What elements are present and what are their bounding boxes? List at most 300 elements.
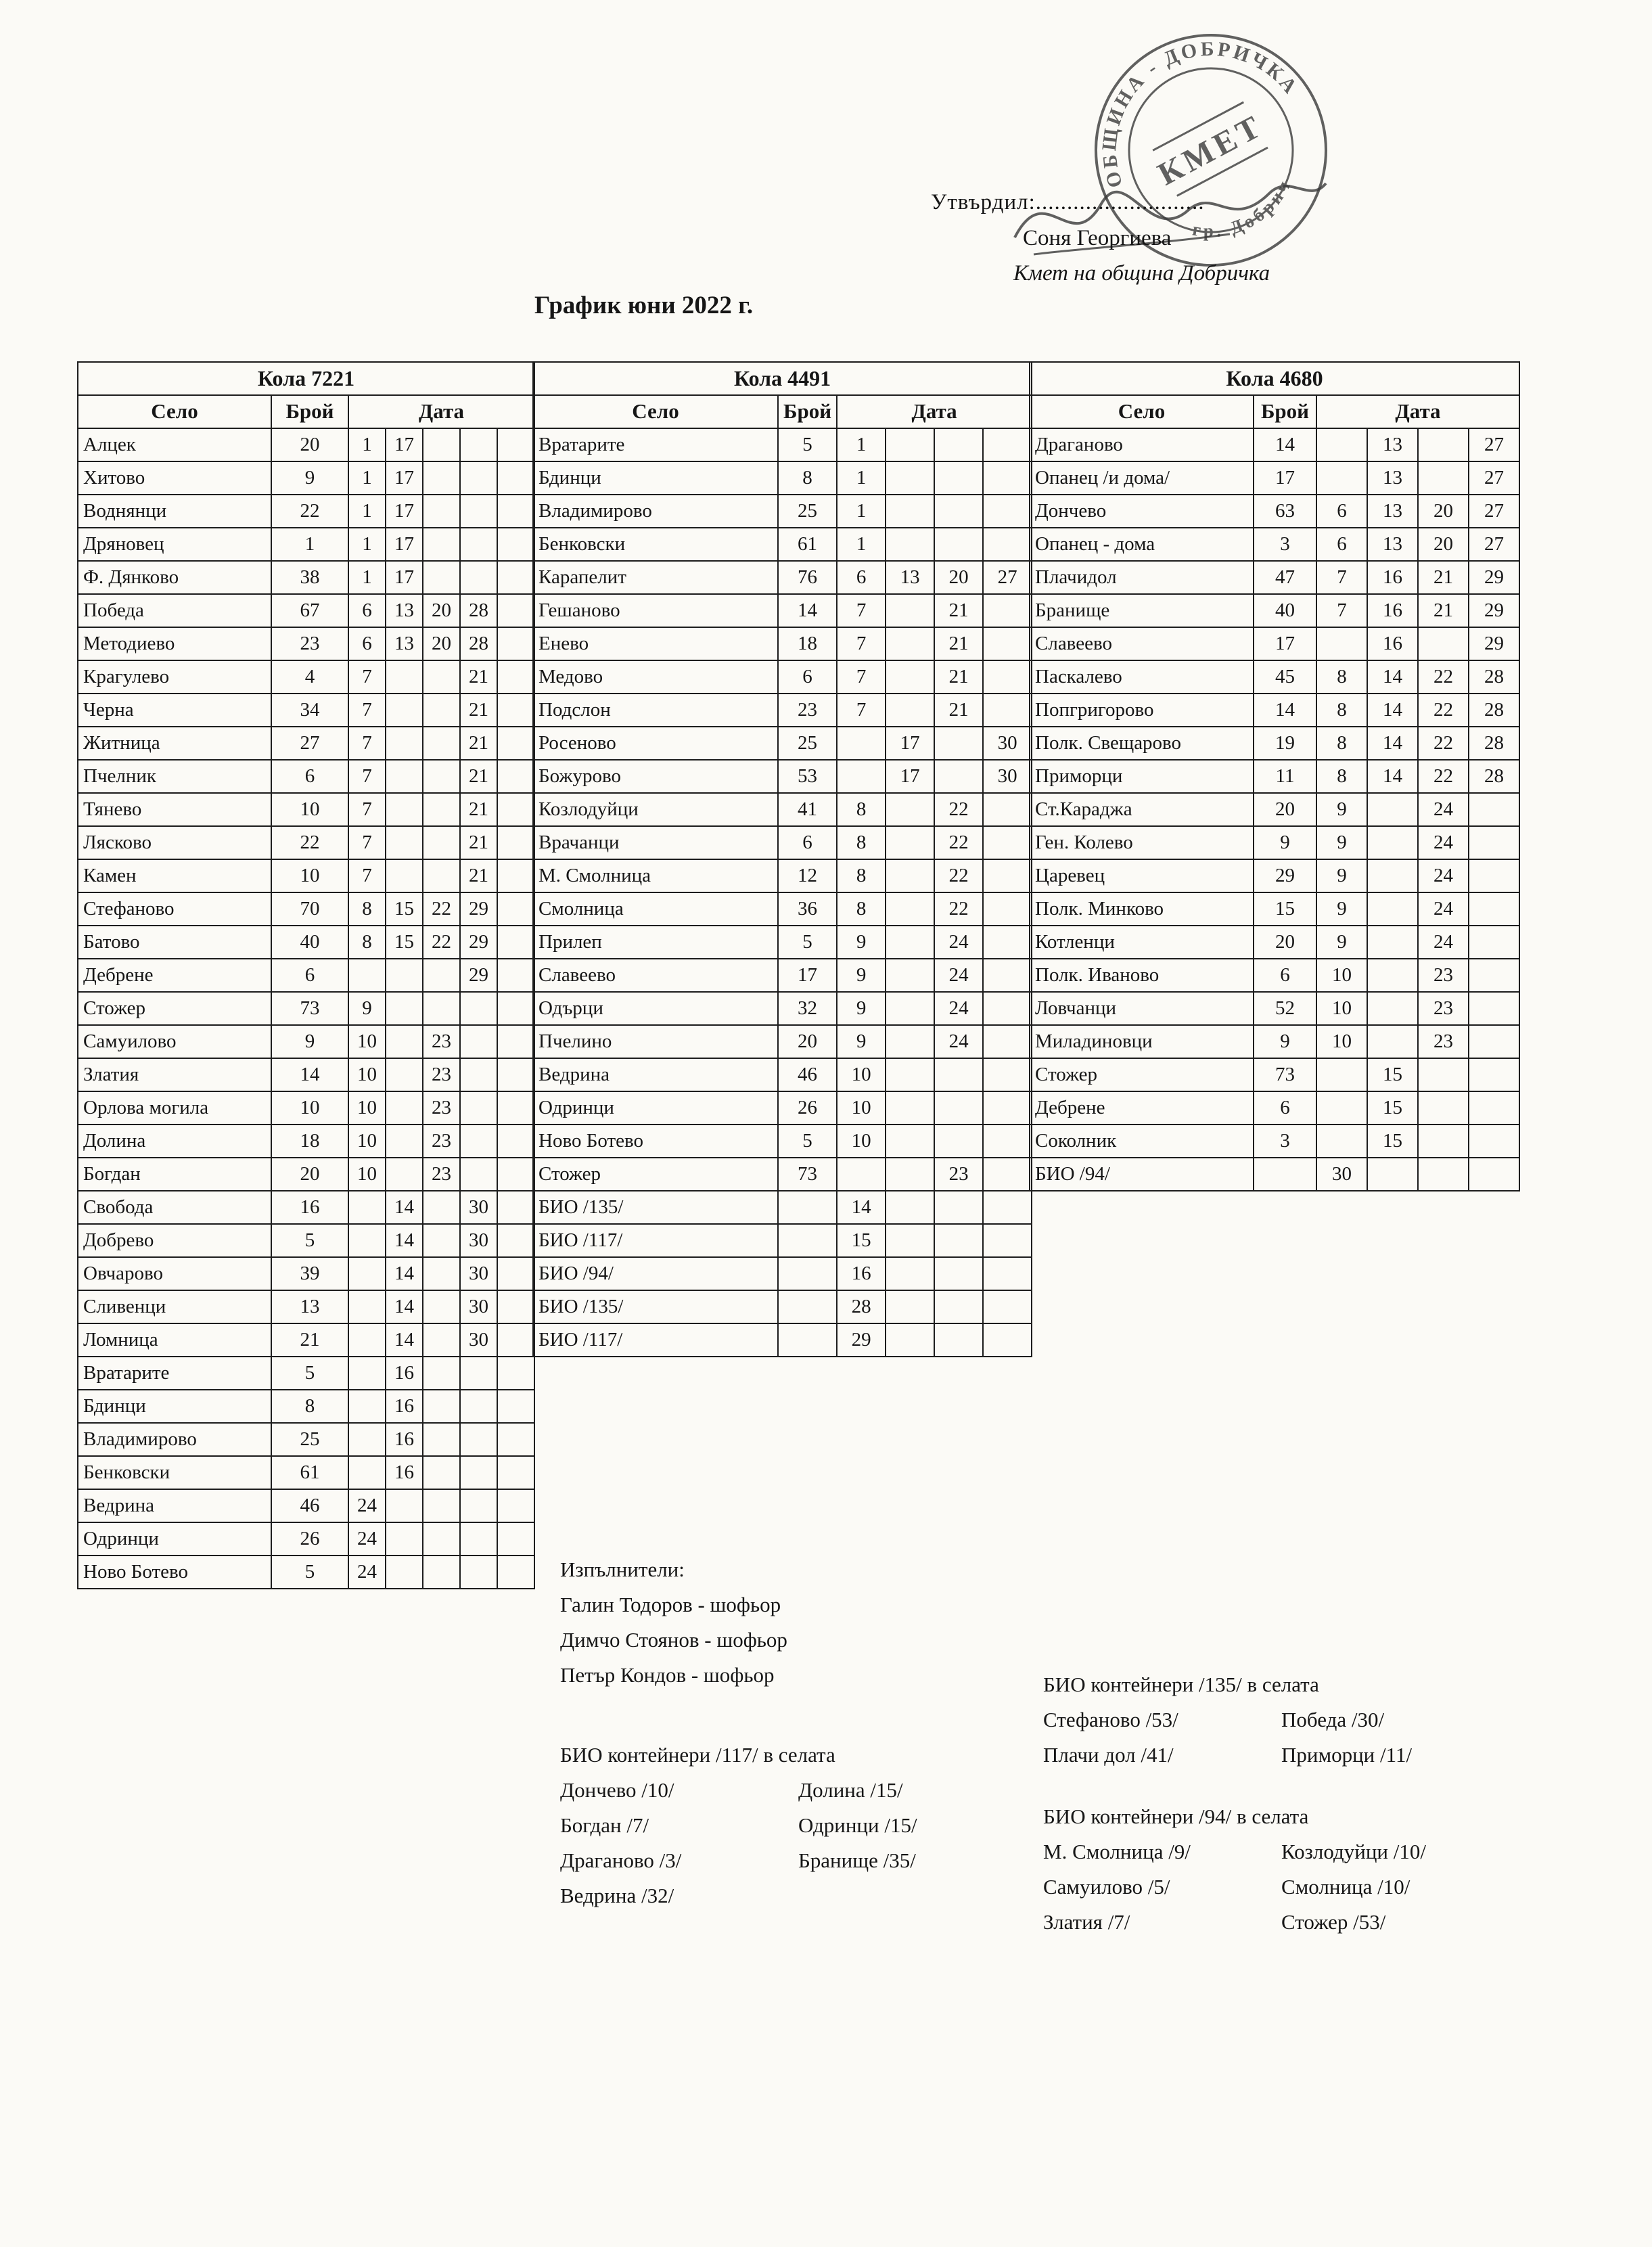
date-cell	[497, 561, 534, 594]
date-cell: 8	[348, 892, 386, 926]
date-cell	[1469, 892, 1519, 926]
date-cell	[934, 1224, 983, 1257]
village-cell: Одърци	[533, 992, 778, 1025]
count-cell: 34	[271, 694, 348, 727]
date-cell	[460, 1058, 497, 1091]
date-cell: 16	[1367, 561, 1418, 594]
date-cell	[423, 859, 460, 892]
table-row	[533, 992, 1032, 1025]
date-cell	[497, 1058, 534, 1091]
date-cell: 1	[837, 528, 886, 561]
village-cell: БИО /94/	[1030, 1158, 1254, 1191]
village-cell: Царевец	[1030, 859, 1254, 892]
date-cell: 28	[1469, 660, 1519, 694]
table-row	[78, 1423, 534, 1456]
village-cell: Сливенци	[78, 1290, 271, 1323]
village-cell: Попгригорово	[1030, 694, 1254, 727]
bio-item: Богдан /7/	[560, 1813, 649, 1837]
executors-title: Изпълнители:	[560, 1558, 685, 1581]
count-cell: 14	[1254, 428, 1316, 461]
date-cell: 27	[1469, 428, 1519, 461]
village-cell: Смолница	[533, 892, 778, 926]
date-cell	[1469, 859, 1519, 892]
date-cell: 21	[934, 660, 983, 694]
village-cell: Бранище	[1030, 594, 1254, 627]
count-cell: 14	[1254, 694, 1316, 727]
date-cell: 17	[386, 495, 423, 528]
count-cell: 23	[778, 694, 837, 727]
date-cell	[1469, 1125, 1519, 1158]
date-cell	[983, 826, 1032, 859]
count-cell: 39	[271, 1257, 348, 1290]
date-cell	[423, 1224, 460, 1257]
date-cell: 23	[423, 1158, 460, 1191]
col-header-count: Брой	[271, 395, 348, 428]
village-cell: Воднянци	[78, 495, 271, 528]
date-cell	[983, 992, 1032, 1025]
village-cell: Одринци	[533, 1091, 778, 1125]
bio-row	[1043, 1869, 1426, 1905]
date-cell	[348, 959, 386, 992]
count-cell: 17	[778, 959, 837, 992]
date-cell	[886, 926, 934, 959]
village-cell: Златия	[78, 1058, 271, 1091]
date-cell	[1469, 826, 1519, 859]
date-cell	[460, 1556, 497, 1589]
count-cell	[778, 1323, 837, 1357]
date-cell	[460, 992, 497, 1025]
date-cell: 9	[837, 926, 886, 959]
date-cell: 15	[1367, 1058, 1418, 1091]
village-cell: Тянево	[78, 793, 271, 826]
date-cell	[497, 1158, 534, 1191]
table-row	[533, 1290, 1032, 1323]
village-cell: Плачидол	[1030, 561, 1254, 594]
date-cell	[886, 1257, 934, 1290]
date-cell: 30	[460, 1257, 497, 1290]
table-row	[78, 826, 534, 859]
date-cell	[886, 793, 934, 826]
date-cell: 13	[1367, 495, 1418, 528]
bio-section-title: БИО контейнери /117/ в селата	[560, 1743, 835, 1767]
village-cell: Паскалево	[1030, 660, 1254, 694]
table-row	[78, 1489, 534, 1522]
date-cell: 15	[386, 892, 423, 926]
bio-row	[1043, 1702, 1412, 1738]
count-cell: 22	[271, 495, 348, 528]
date-cell: 16	[386, 1357, 423, 1390]
date-cell	[1367, 1158, 1418, 1191]
table-title: Кола 4680	[1030, 362, 1519, 395]
date-cell	[497, 594, 534, 627]
count-cell: 11	[1254, 760, 1316, 793]
date-cell: 22	[1418, 727, 1469, 760]
table-row	[533, 892, 1032, 926]
table-row	[78, 1556, 534, 1589]
count-cell: 5	[778, 1125, 837, 1158]
date-cell	[934, 1257, 983, 1290]
date-cell: 8	[837, 859, 886, 892]
executors-block	[560, 1552, 787, 1693]
table-row	[78, 428, 534, 461]
count-cell: 18	[778, 627, 837, 660]
table-row	[533, 428, 1032, 461]
date-cell	[983, 892, 1032, 926]
executor-name: Димчо Стоянов - шофьор	[560, 1628, 787, 1652]
village-cell: Подслон	[533, 694, 778, 727]
table-row	[1030, 926, 1519, 959]
date-cell: 22	[1418, 694, 1469, 727]
date-cell	[1316, 627, 1367, 660]
date-cell: 24	[1418, 793, 1469, 826]
date-cell: 24	[1418, 892, 1469, 926]
table-row	[533, 926, 1032, 959]
village-cell: Стожер	[78, 992, 271, 1025]
table-row	[78, 1091, 534, 1125]
date-cell	[983, 428, 1032, 461]
date-cell: 7	[837, 694, 886, 727]
bio-item: Смолница /10/	[1281, 1875, 1410, 1899]
date-cell: 28	[837, 1290, 886, 1323]
date-cell: 28	[460, 627, 497, 660]
date-cell: 23	[1418, 992, 1469, 1025]
date-cell	[423, 528, 460, 561]
table-title: Кола 7221	[78, 362, 534, 395]
date-cell	[386, 826, 423, 859]
table-row	[78, 594, 534, 627]
date-cell	[423, 1290, 460, 1323]
date-cell: 14	[1367, 694, 1418, 727]
table-row	[78, 727, 534, 760]
table-row	[533, 859, 1032, 892]
date-cell	[886, 428, 934, 461]
count-cell: 8	[778, 461, 837, 495]
date-cell: 28	[1469, 694, 1519, 727]
village-cell: Свобода	[78, 1191, 271, 1224]
village-cell: Карапелит	[533, 561, 778, 594]
table-row	[1030, 892, 1519, 926]
date-cell: 7	[1316, 561, 1367, 594]
village-cell: Опанец /и дома/	[1030, 461, 1254, 495]
date-cell: 23	[423, 1058, 460, 1091]
table-row	[533, 1125, 1032, 1158]
table-row	[533, 1191, 1032, 1224]
date-cell	[886, 992, 934, 1025]
date-cell: 29	[460, 959, 497, 992]
date-cell: 17	[386, 561, 423, 594]
count-cell: 20	[1254, 926, 1316, 959]
count-cell: 36	[778, 892, 837, 926]
table-row	[78, 1522, 534, 1556]
village-cell: Бенковски	[78, 1456, 271, 1489]
count-cell: 61	[778, 528, 837, 561]
date-cell: 17	[886, 727, 934, 760]
village-cell: Бенковски	[533, 528, 778, 561]
village-cell: Бдинци	[78, 1390, 271, 1423]
village-cell: Владимирово	[533, 495, 778, 528]
village-cell: Врачанци	[533, 826, 778, 859]
date-cell	[886, 859, 934, 892]
count-cell: 40	[271, 926, 348, 959]
date-cell: 22	[1418, 760, 1469, 793]
date-cell	[348, 1191, 386, 1224]
date-cell	[1469, 793, 1519, 826]
count-cell: 14	[778, 594, 837, 627]
schedule-table-1	[77, 361, 535, 1589]
table-row	[533, 561, 1032, 594]
village-cell: Ловчанци	[1030, 992, 1254, 1025]
count-cell: 29	[1254, 859, 1316, 892]
date-cell: 30	[460, 1323, 497, 1357]
date-cell	[1418, 1158, 1469, 1191]
count-cell: 23	[271, 627, 348, 660]
bio-item: Самуилово /5/	[1043, 1875, 1170, 1899]
date-cell	[348, 1456, 386, 1489]
village-cell: Стожер	[1030, 1058, 1254, 1091]
bio-item: Златия /7/	[1043, 1910, 1130, 1934]
date-cell: 1	[348, 461, 386, 495]
col-header-village: Село	[78, 395, 271, 428]
date-cell	[1367, 926, 1418, 959]
count-cell: 6	[778, 660, 837, 694]
count-cell: 61	[271, 1456, 348, 1489]
count-cell: 1	[271, 528, 348, 561]
date-cell: 10	[348, 1091, 386, 1125]
date-cell	[460, 528, 497, 561]
date-cell: 30	[983, 760, 1032, 793]
date-cell	[423, 1489, 460, 1522]
table-row	[533, 660, 1032, 694]
date-cell: 29	[837, 1323, 886, 1357]
date-cell	[460, 1357, 497, 1390]
date-cell: 7	[348, 760, 386, 793]
executor-name: Галин Тодоров - шофьор	[560, 1593, 781, 1616]
village-cell: Славеево	[1030, 627, 1254, 660]
date-cell	[423, 461, 460, 495]
date-cell: 9	[1316, 793, 1367, 826]
date-cell	[497, 1456, 534, 1489]
date-cell: 24	[348, 1489, 386, 1522]
date-cell: 21	[460, 760, 497, 793]
table-row	[78, 892, 534, 926]
date-cell	[497, 793, 534, 826]
date-cell	[497, 859, 534, 892]
date-cell	[983, 1191, 1032, 1224]
village-cell: Богдан	[78, 1158, 271, 1191]
count-cell: 63	[1254, 495, 1316, 528]
village-cell: Ведрина	[78, 1489, 271, 1522]
date-cell	[1418, 1125, 1469, 1158]
count-cell: 26	[271, 1522, 348, 1556]
date-cell	[386, 1025, 423, 1058]
date-cell	[983, 1125, 1032, 1158]
date-cell: 29	[460, 892, 497, 926]
date-cell: 10	[1316, 992, 1367, 1025]
date-cell: 14	[386, 1257, 423, 1290]
date-cell: 13	[1367, 428, 1418, 461]
executor-name: Петър Кондов - шофьор	[560, 1663, 775, 1687]
count-cell: 73	[1254, 1058, 1316, 1091]
count-cell: 21	[271, 1323, 348, 1357]
date-cell	[1367, 959, 1418, 992]
village-cell: Дряновец	[78, 528, 271, 561]
table-row	[1030, 561, 1519, 594]
village-cell: Дончево	[1030, 495, 1254, 528]
date-cell	[497, 627, 534, 660]
date-cell	[423, 495, 460, 528]
date-cell: 8	[348, 926, 386, 959]
date-cell	[386, 660, 423, 694]
stamp-center-text: КМЕТ	[1152, 107, 1270, 193]
date-cell	[423, 793, 460, 826]
table-row	[533, 1025, 1032, 1058]
count-cell: 9	[1254, 1025, 1316, 1058]
date-cell	[423, 660, 460, 694]
date-cell: 14	[1367, 727, 1418, 760]
table-row	[1030, 495, 1519, 528]
village-cell: Гешаново	[533, 594, 778, 627]
table-row	[533, 495, 1032, 528]
date-cell: 1	[348, 495, 386, 528]
bio-section	[1043, 1667, 1412, 1773]
date-cell: 30	[983, 727, 1032, 760]
count-cell: 10	[271, 1091, 348, 1125]
count-cell: 22	[271, 826, 348, 859]
date-cell	[886, 594, 934, 627]
bio-item: М. Смолница /9/	[1043, 1840, 1191, 1863]
date-cell: 27	[1469, 461, 1519, 495]
date-cell	[497, 495, 534, 528]
table-row	[78, 760, 534, 793]
count-cell: 67	[271, 594, 348, 627]
count-cell: 46	[271, 1489, 348, 1522]
count-cell: 6	[778, 826, 837, 859]
date-cell	[886, 1091, 934, 1125]
date-cell	[1418, 428, 1469, 461]
date-cell: 22	[934, 793, 983, 826]
count-cell: 13	[271, 1290, 348, 1323]
date-cell	[886, 1125, 934, 1158]
date-cell: 14	[386, 1224, 423, 1257]
bio-row	[560, 1878, 917, 1913]
table-row	[1030, 760, 1519, 793]
date-cell	[386, 1489, 423, 1522]
date-cell: 29	[1469, 627, 1519, 660]
bio-section-title: БИО контейнери /135/ в селата	[1043, 1673, 1319, 1696]
date-cell: 10	[837, 1125, 886, 1158]
date-cell	[423, 1191, 460, 1224]
count-cell: 17	[1254, 461, 1316, 495]
count-cell: 5	[271, 1357, 348, 1390]
date-cell: 16	[386, 1390, 423, 1423]
date-cell: 16	[386, 1423, 423, 1456]
village-cell: БИО /135/	[533, 1290, 778, 1323]
date-cell: 22	[423, 926, 460, 959]
table-row	[533, 1257, 1032, 1290]
date-cell	[386, 760, 423, 793]
table-row	[1030, 859, 1519, 892]
date-cell: 7	[348, 694, 386, 727]
date-cell	[1469, 1058, 1519, 1091]
date-cell	[1367, 793, 1418, 826]
date-cell: 30	[460, 1224, 497, 1257]
date-cell: 22	[934, 892, 983, 926]
table-row	[78, 528, 534, 561]
date-cell: 1	[837, 428, 886, 461]
date-cell	[1469, 1091, 1519, 1125]
bio-row	[560, 1773, 917, 1808]
date-cell: 23	[1418, 959, 1469, 992]
date-cell	[497, 892, 534, 926]
village-cell: Самуилово	[78, 1025, 271, 1058]
date-cell	[983, 461, 1032, 495]
date-cell	[983, 1224, 1032, 1257]
date-cell: 6	[1316, 495, 1367, 528]
date-cell: 20	[934, 561, 983, 594]
schedule-table-3	[1029, 361, 1520, 1191]
count-cell: 15	[1254, 892, 1316, 926]
date-cell	[934, 1290, 983, 1323]
signer-name: Соня Георгиева	[1023, 226, 1172, 250]
date-cell: 7	[837, 594, 886, 627]
village-cell: Приморци	[1030, 760, 1254, 793]
bio-section	[1043, 1799, 1426, 1940]
date-cell: 15	[1367, 1125, 1418, 1158]
date-cell	[423, 760, 460, 793]
date-cell	[983, 694, 1032, 727]
date-cell	[497, 1522, 534, 1556]
date-cell	[386, 1058, 423, 1091]
date-cell: 6	[348, 594, 386, 627]
date-cell: 20	[423, 627, 460, 660]
date-cell	[1418, 1058, 1469, 1091]
date-cell	[886, 1224, 934, 1257]
date-cell	[934, 760, 983, 793]
village-cell: Орлова могила	[78, 1091, 271, 1125]
date-cell	[497, 1423, 534, 1456]
date-cell	[460, 461, 497, 495]
village-cell: Хитово	[78, 461, 271, 495]
date-cell	[497, 428, 534, 461]
date-cell	[497, 1025, 534, 1058]
village-cell: Соколник	[1030, 1125, 1254, 1158]
date-cell	[1367, 892, 1418, 926]
date-cell	[386, 1091, 423, 1125]
bio-item: Приморци /11/	[1281, 1743, 1413, 1767]
table-row	[533, 694, 1032, 727]
table-row	[1030, 992, 1519, 1025]
table-row	[533, 793, 1032, 826]
table-row	[78, 1456, 534, 1489]
date-cell	[423, 992, 460, 1025]
date-cell: 9	[1316, 926, 1367, 959]
date-cell: 9	[1316, 859, 1367, 892]
date-cell	[983, 1257, 1032, 1290]
village-cell: Котленци	[1030, 926, 1254, 959]
date-cell	[983, 1058, 1032, 1091]
date-cell: 29	[1469, 594, 1519, 627]
date-cell: 16	[1367, 627, 1418, 660]
date-cell: 24	[934, 926, 983, 959]
date-cell: 14	[1367, 660, 1418, 694]
count-cell: 25	[778, 727, 837, 760]
village-cell: Ново Ботево	[78, 1556, 271, 1589]
date-cell	[460, 561, 497, 594]
date-cell	[1469, 926, 1519, 959]
date-cell	[497, 1191, 534, 1224]
date-cell	[497, 660, 534, 694]
stamp-ring-text-top: ОБЩИНА - ДОБРИЧКА	[1098, 37, 1304, 191]
